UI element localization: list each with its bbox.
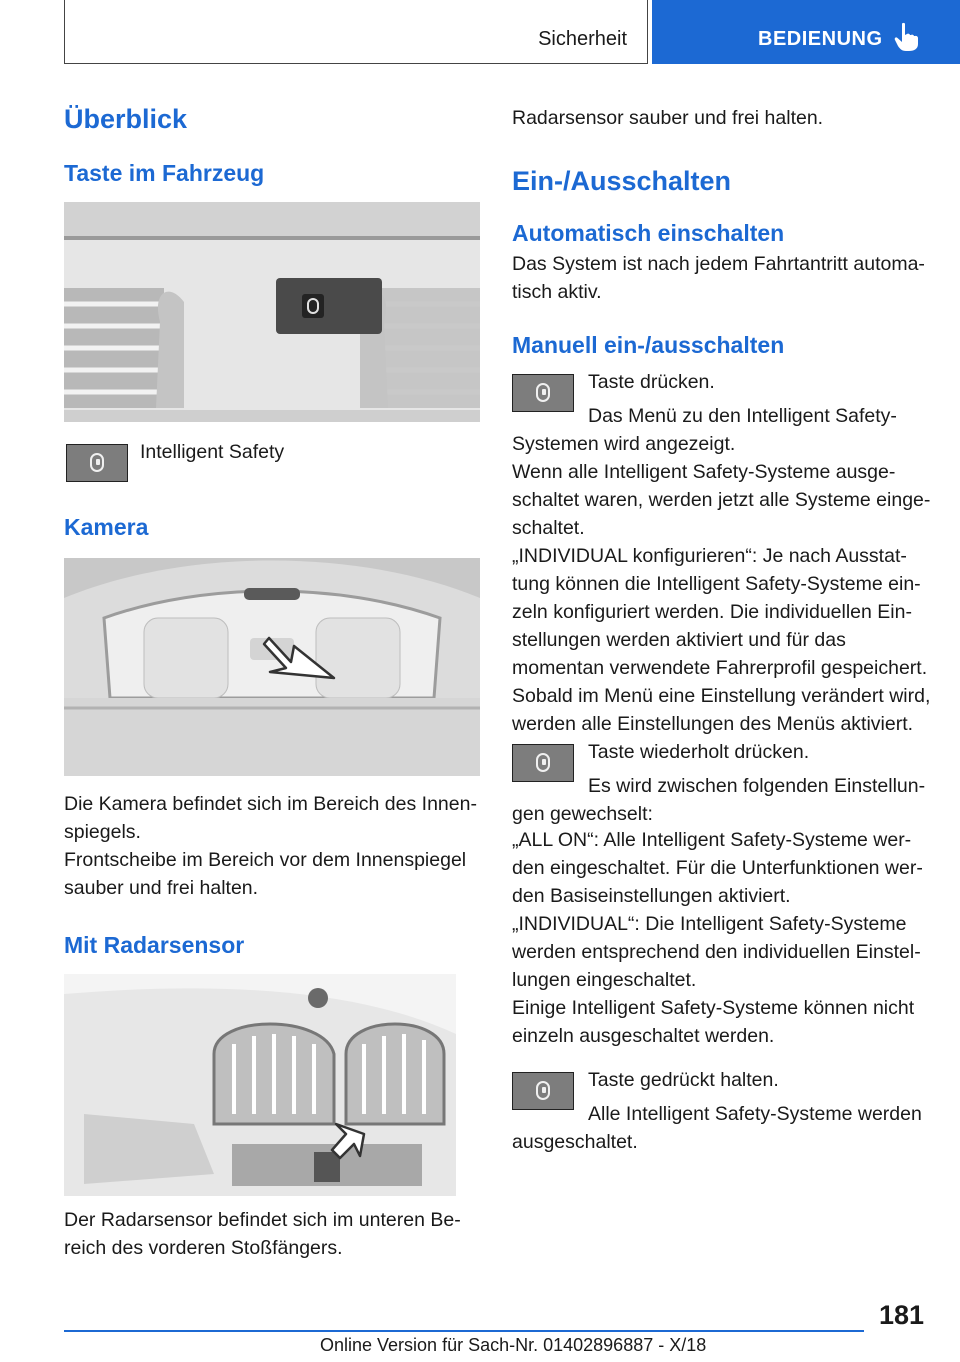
camera-location-figure xyxy=(64,558,480,776)
step1-action: Taste drücken. xyxy=(588,371,715,393)
header-chapter-tab xyxy=(652,0,960,64)
header-section-box xyxy=(64,0,648,64)
step3-action: Taste gedrückt halten. xyxy=(588,1069,779,1091)
button-caption: Intelligent Safety xyxy=(140,441,285,463)
step1-note: Wenn alle Intelligent Safety-Systeme ausge- schaltet waren, werden jetzt alle Systeme einge- schaltet. xyxy=(512,461,931,539)
step3-result: Alle Intelligent Safety-Systeme werden ausgeschaltet. xyxy=(512,1103,922,1153)
dashboard-button-figure xyxy=(64,202,480,422)
heading-button-in-vehicle: Taste im Fahrzeug xyxy=(64,160,265,186)
all-on-text: „ALL ON“: Alle Intelligent Safety-Systeme wer- den eingeschaltet. Für die Unterfunktionen wer- den Basiseinstellungen aktiviert. xyxy=(512,829,923,907)
camera-clean-text: Frontscheibe im Bereich vor dem Innenspiegel sauber und frei halten. xyxy=(64,849,467,899)
pointing-hand-icon xyxy=(894,22,920,52)
heading-auto-on: Automatisch einschalten xyxy=(512,220,785,246)
step2-action: Taste wiederholt drücken. xyxy=(588,741,810,763)
not-individually-off-text: Einige Intelligent Safety-Systeme können nicht einzeln ausgeschaltet werden. xyxy=(512,997,915,1047)
footer-text: Online Version für Sach-Nr. 01402896887 - X/18 xyxy=(320,1335,707,1355)
heading-camera: Kamera xyxy=(64,514,149,540)
radar-sensor-figure xyxy=(64,974,456,1196)
heading-on-off: Ein-/Ausschalten xyxy=(512,166,732,196)
auto-on-text: Das System ist nach jedem Fahrtantritt automa- tisch aktiv. xyxy=(512,253,925,303)
footer-rule xyxy=(64,1330,864,1332)
step2-result: Es wird zwischen folgenden Einstellun- gen gewechselt: xyxy=(512,775,926,825)
header-chapter-title: BEDIENUNG xyxy=(758,28,883,50)
header-section-title: Sicherheit xyxy=(538,28,627,50)
radar-location-text: Der Radarsensor befindet sich im unteren Be- reich des vorderen Stoßfängers. xyxy=(64,1209,461,1259)
heading-manual-on-off: Manuell ein-/ausschalten xyxy=(512,332,785,358)
page-title: Überblick xyxy=(64,104,188,134)
individual-text: „INDIVIDUAL“: Die Intelligent Safety-Systeme werden entsprechend den individuellen Einstel- lungen eingeschaltet. xyxy=(512,913,921,991)
camera-location-text: Die Kamera befindet sich im Bereich des Innen- spiegels. xyxy=(64,793,477,843)
radar-clean-text: Radarsensor sauber und frei halten. xyxy=(512,107,824,129)
page-number: 181 xyxy=(879,1300,925,1330)
individual-configure-text: „INDIVIDUAL konfigurieren“: Je nach Ausstat- tung können die Intelligent Safety-Systeme ein- zeln konfiguriert werden. Die individuellen Ein- stellungen werden aktiviert und für das momentan verwendete Fahrerprofil gespeichert. Sobald im Menü eine Einstellung verändert wird, werden alle Einstellungen des Menüs aktiviert. xyxy=(512,545,931,735)
intelligent-safety-button-icon xyxy=(66,444,128,482)
step1-result: Das Menü zu den Intelligent Safety- Systemen wird angezeigt. xyxy=(512,405,897,455)
heading-radar-sensor: Mit Radarsensor xyxy=(64,932,245,958)
